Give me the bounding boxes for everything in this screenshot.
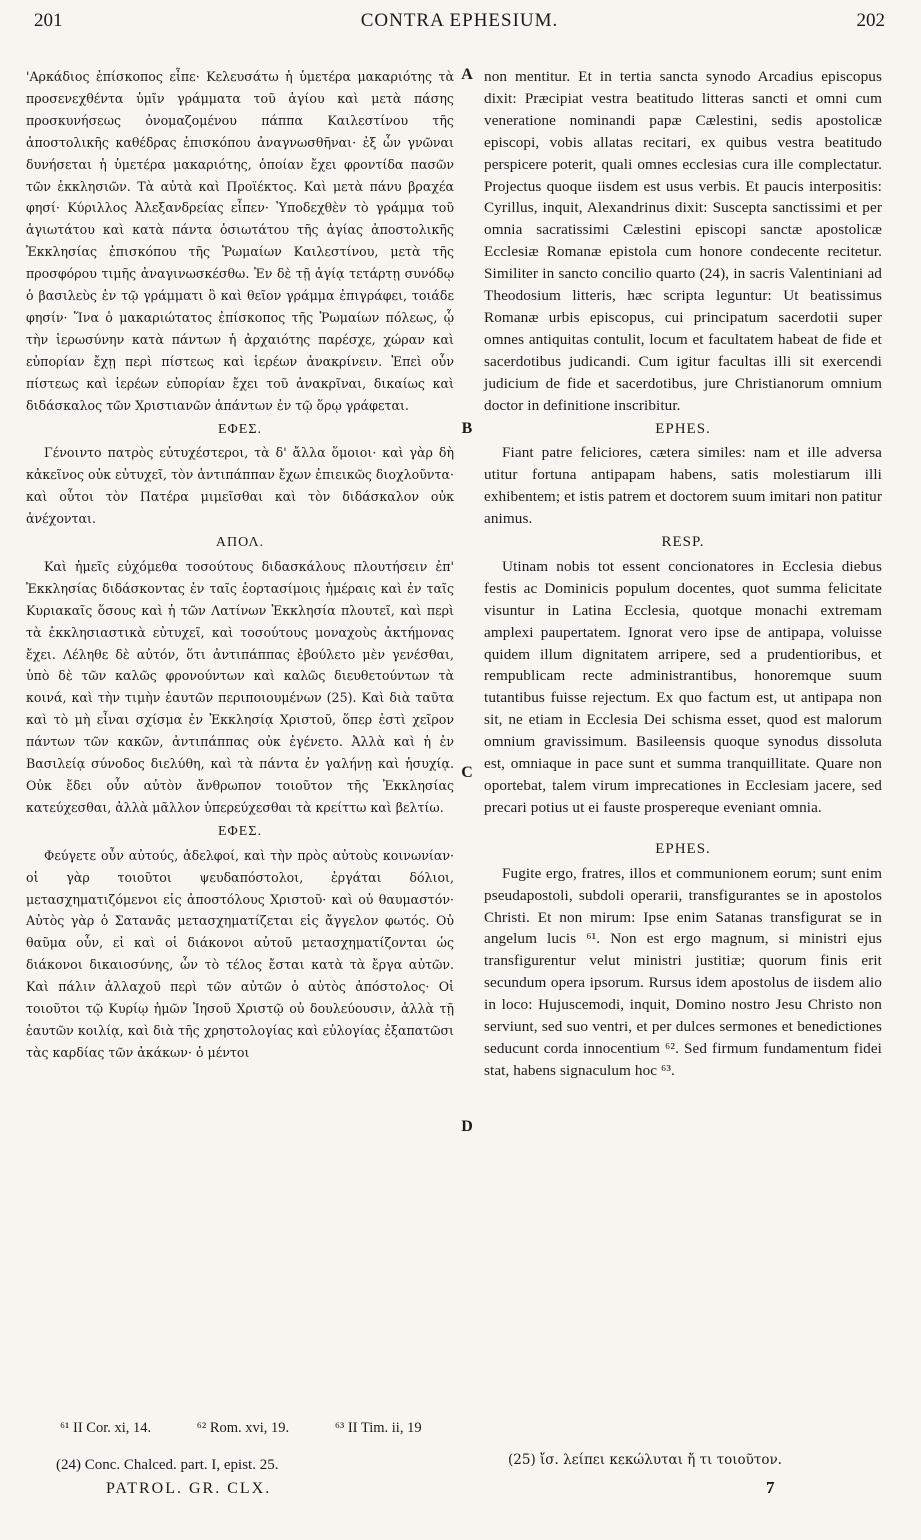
volume-signature: PATROL. GR. CLX. bbox=[106, 1480, 272, 1497]
page-number-left: 201 bbox=[34, 10, 63, 31]
latin-speaker-ephes-2: EPHES. bbox=[655, 840, 711, 857]
latin-speaker-ephes-1: EPHES. bbox=[655, 420, 711, 437]
greek-paragraph-3: Καὶ ἡμεῖς εὐχόμεθα τοσούτους διδασκάλους πλουτήσειν ἐπ' Ἐκκλησίας διδάσκοντας ἐν ταῖς ἑορτασίμοις ἡμέραις καὶ ἐν ταῖς Κυριακαῖς ὅσους καὶ ἡ τῶν Λατίνων Ἐκκλησία πλουτεῖ, καὶ περὶ τὰ ἐκκλησιαστικὰ εὐτυχεῖ, καὶ τοσούτους μοναχοὺς ἀκτήμονας ἔχει. Λέληθε δὲ αὐτόν, ὅτι ἀντιπάππας ἐβούλετο μὲν γενέσθαι, ὑπὸ δὲ τῶν καλῶς φρονούντων καὶ καλῶς διευθετούντων τὰ κοινά, καὶ τὴν τιμὴν ἑαυτῶν περιποιουμένων (25). Καὶ διὰ ταῦτα καὶ τὸ μὴ εἶναι σχίσμα ἐν Ἐκκλησίᾳ Χριστοῦ, ὅπερ ἐστὶ χεῖρον πάντων τῶν κακῶν, ἀντιπάππας οὐκ ἐγένετο. Ἀλλὰ καὶ ἡ ἐν Βασιλείᾳ σύνοδος διελύθη, καὶ τὰ πάντα ἐν γαλήνῃ καὶ ἡσυχίᾳ. Οὐκ ἔδει οὖν αὐτὸν ἄνθρωπον τοιοῦτον τῆς Ἐκκλησίας κατεύχεσθαι, ἀλλὰ μᾶλλον ὑπερεύχεσθαι τὰ κρείττω καὶ βελτίω. bbox=[26, 558, 454, 815]
latin-paragraph-1: non mentitur. Et in tertia sancta synodo Arcadius episcopus dixit: Præcipiat vestra beatitudo litteras sancti et omni cum veneratione nominandi papæ Cælestini, sedis apostolicæ episcopi, vobis allatas recitari, ex quibus vestra beatitudo perspicere poterit, quali omnes ecclesias cura ille complectatur. Projectus quoque iisdem est usus verbis. Et paucis interpositis: Cyrillus, inquit, Alexandrinus dixit: Suscepta sanctissimi et per omnia sacratissimi Cælestini episcopi sanctæ apostolicæ Ecclesiæ Romanæ epistola cum honore condecente recitetur. Similiter in sancto concilio quarto (24), in sacris Valentiniani ad Theodosium litteris, hæc scripta leguntur: Ut beatissimus Romanæ urbis episcopus, cui principatum sacerdotii super omnes antiquitas contulit, locum et facultatem habeat de fide et sacerdotibus judicandi. Cum igitur facultas illi sit exercendi judicium de fide et sacerdotibus, jure Christianorum omnium doctor in definitione inscribitur. bbox=[484, 68, 882, 414]
footnote-24: (24) Conc. Chalced. part. I, epist. 25. bbox=[56, 1457, 279, 1473]
greek-speaker-ephes-2: ΕΦΕΣ. bbox=[218, 823, 262, 839]
latin-speaker-resp: RESP. bbox=[661, 534, 705, 551]
scripture-ref-63: ⁶³ II Tim. ii, 19 bbox=[334, 1420, 422, 1436]
scripture-references bbox=[60, 1420, 885, 1437]
scripture-ref-62: ⁶² Rom. xvi, 19. bbox=[196, 1420, 290, 1436]
greek-paragraph-2: Γένοιντο πατρὸς εὐτυχέστεροι, τὰ δ' ἄλλα ὅμοιοι· καὶ γὰρ δὴ κἀκεῖνος οὐκ εὐτυχεῖ, τὸν ἀντιπάππαν ἔχων ἐπιεικῶς διοχλοῦντα· καὶ οὗτοι τὸν Πατέρα μιμεῖσθαι καὶ τὸν διδάσκαλον οὐκ ἀνέχονται. bbox=[26, 445, 454, 527]
greek-paragraph-4: Φεύγετε οὖν αὐτούς, ἀδελφοί, καὶ τὴν πρὸς αὐτοὺς κοινωνίαν· οἱ γὰρ τοιοῦτοι ψευδαπόστολοι, ἐργάται δόλιοι, μετασχηματιζόμενοι εἰς ἀποστόλους Χριστοῦ· καὶ οὐ θαυμαστόν· Αὐτὸς γὰρ ὁ Σατανᾶς μετασχηματίζεται εἰς ἄγγελον φωτός. Οὐ θαῦμα οὖν, εἰ καὶ οἱ διάκονοι αὐτοῦ μετασχηματίζονται ὡς διάκονοι δικαιοσύνης, ὧν τὸ τέλος ἔσται κατὰ τὰ ἔργα αὐτῶν. Καὶ πάλιν ἀλλαχοῦ περὶ τῶν αὐτῶν ὁ αὐτὸς ἀπόστολος· Οἱ τοιοῦτοι τῷ Κυρίῳ ἡμῶν Ἰησοῦ Χριστῷ οὐ δουλεύουσιν, ἀλλὰ τῇ ἑαυτῶν κοιλίᾳ, καὶ διὰ τῆς χρηστολογίας καὶ εὐλογίας ἐξαπατῶσι τὰς καρδίας τῶν ἀκάκων· ὁ μέντοι bbox=[26, 847, 454, 1060]
latin-paragraph-2: Fiant patre feliciores, cætera similes: nam et ille adversa utitur fortuna antipapam habens, satis molestiarum illi exhibentem; et istis patrem et doctorem suum imitari non patitur animus. bbox=[484, 444, 882, 528]
sheet-number: 7 bbox=[766, 1478, 775, 1497]
latin-paragraph-4: Fugite ergo, fratres, illos et communionem eorum; sunt enim pseudapostoli, subdoli operarii, transfigurantes se in apostolos Christi. Et non mirum: Ipse enim Satanas transfigurat se in angelum lucis ⁶¹. Non est ergo magnum, si ministri ejus transfigurentur velut ministri justitiæ; quorum finis erit secundum opera ipsorum. Rursus idem apostolus de iisdem alio in loco: Hujuscemodi, inquit, Domino nostro Jesu Christo non serviunt, sed suo ventri, et per dulces sermones et benedictiones seducunt corda innocentium ⁶². Sed firmum fundamentum fidei stat, habens signaculum hoc ⁶³. bbox=[484, 864, 882, 1079]
latin-column bbox=[484, 66, 882, 1082]
margin-letter-d: D bbox=[461, 1118, 473, 1135]
footnote-25: (25) ἴσ. λείπει κεκώλυται ἤ τι τοιοῦτον. bbox=[508, 1452, 782, 1468]
scripture-ref-61: ⁶¹ II Cor. xi, 14. bbox=[60, 1420, 152, 1436]
running-header bbox=[34, 6, 885, 36]
greek-speaker-apol: ΑΠΟΛ. bbox=[215, 535, 265, 551]
running-title: CONTRA EPHESIUM. bbox=[360, 10, 559, 31]
greek-column bbox=[26, 66, 454, 1064]
greek-speaker-ephes-1: ΕΦΕΣ. bbox=[218, 421, 262, 437]
page-number-right: 202 bbox=[856, 10, 885, 31]
margin-letter-b: B bbox=[461, 420, 473, 437]
greek-paragraph-1: 'Αρκάδιος ἐπίσκοπος εἶπε· Κελευσάτω ἡ ὑμετέρα μακαριότης τὰ προσενεχθέντα ὑμῖν γράμματα τοῦ ἁγίου καὶ μετὰ πάσης προσκυνήσεως ὀνομαζομένου πάππα Καιλεστίνου τῆς ἀποστολικῆς καθέδρας ἐπισκόπου ἀναγνωσθῆναι· ἐξ ὧν γνῶναι δυνήσεται ἡ ὑμετέρα μακαριότης, ὁποίαν ἔχει φροντίδα πασῶν τῶν ἐκκλησιῶν. Τὰ αὐτὰ καὶ Προϊέκτος. Καὶ μετὰ πάνυ βραχέα φησί· Κύριλλος Ἀλεξανδρείας εἶπεν· Ὑποδεχθὲν τὸ γράμμα τοῦ ἁγιωτάτου καὶ κατὰ πάντα ὁσιωτάτου τῆς ἁγίας ἀποστολικῆς Ἐκκλησίας ἐπισκόπου τῆς Ῥωμαίων Καιλεστίνου, μετὰ τῆς προσφόρου τιμῆς ἀναγινωσκέσθω. Ἐν δὲ τῇ ἁγίᾳ τετάρτῃ συνόδῳ ὁ βασιλεὺς ἐν τῷ γράμματι ὃ καὶ θεῖον γράμμα ἐπιγράφει, τοιάδε φησίν· Ἵνα ὁ μακαριώτατος ἐπίσκοπος τῆς Ῥωμαίων πόλεως, ᾧ τὴν ἱερωσύνην κατὰ πάντων ἡ ἀρχαιότης παρέσχε, χώραν καὶ εὐπορίαν ἔχῃ περὶ πίστεως καὶ ἱερέων ἀνακρίνειν. Ἐπεὶ οὖν πίστεως καὶ ἱερέων εὐπορίαν ἔχει τοῦ ἀνακρῖναι, δικαίως καὶ διδάσκαλος τῶν Χριστιανῶν ἁπάντων ἐν τῷ ὅρῳ γράφεται. bbox=[26, 69, 454, 413]
margin-letter-c: C bbox=[461, 764, 473, 781]
margin-letter-a: A bbox=[461, 66, 473, 83]
latin-paragraph-3: Utinam nobis tot essent concionatores in Ecclesia diebus festis ac Dominicis populum docentes, quot summa felicitate visuntur in Latina Ecclesia, quotque monachi extremam amplexi paupertatem. Ignorat vero ipse de antipapa, voluisse quidem illum dignitatem arripere, sed a prudentioribus, et rempublicam recte administrantibus, honoremque suum tutantibus fuisse rejectum. Ex quo factum est, ut antipapa non sit, ne etiam in Ecclesia Dei schisma esset, quod est malorum omnium gravissimum. Basileensis quoque synodus dissoluta est, omniaque in pace sunt et summa tranquillitate. Quare non oportebat, talem virum imprecationes in Ecclesiam jacere, sed precari potius ut ei fauste prospereque eveniant omnia. bbox=[484, 557, 882, 816]
